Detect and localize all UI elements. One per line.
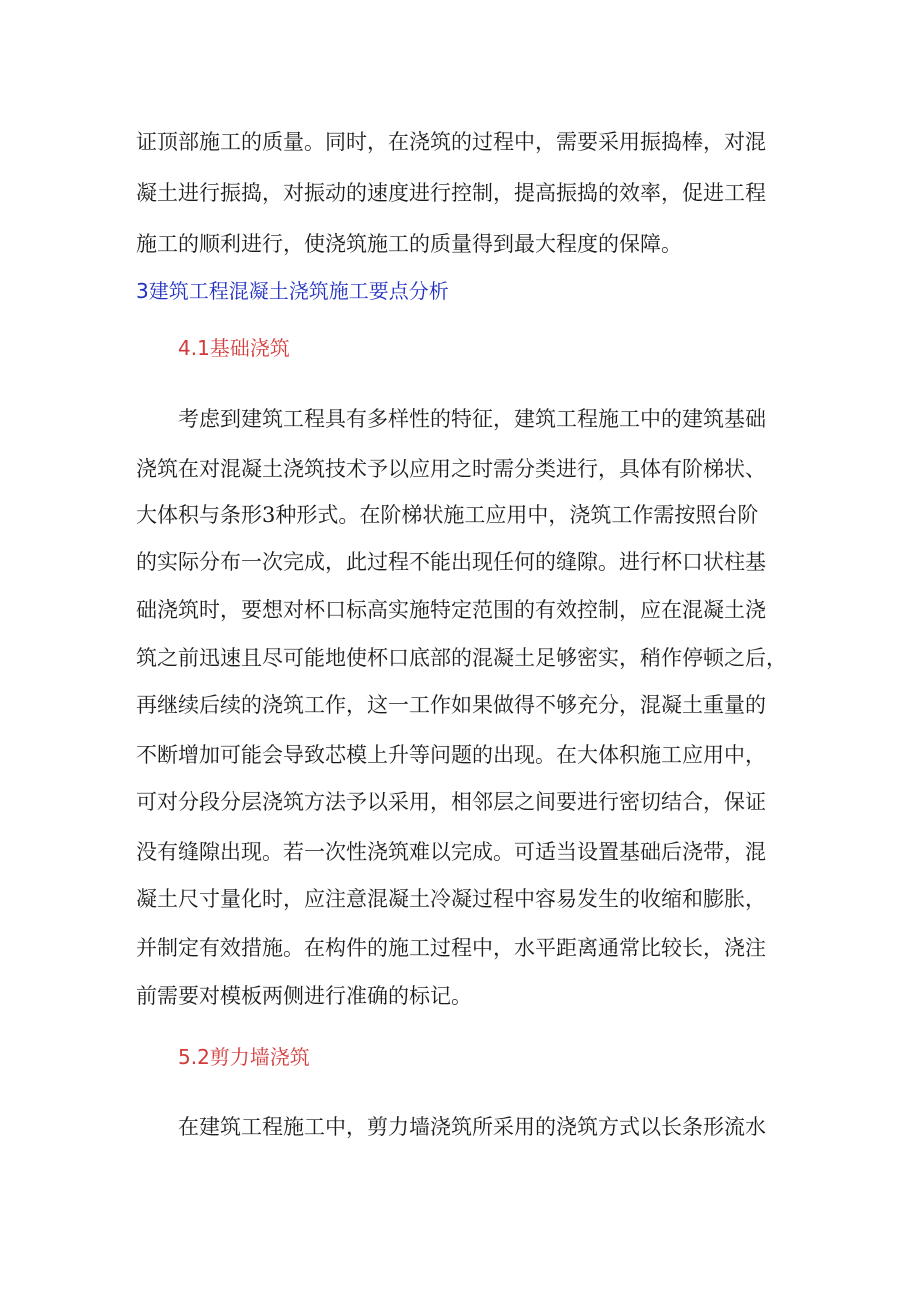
paragraph-line: 浇筑在对混凝土浇筑技术予以应用之时需分类进行，具体有阶梯状、 [136,457,766,481]
subsection-heading-foundation: 4.1基础浇筑 [178,336,290,360]
paragraph-line: 在建筑工程施工中，剪力墙浇筑所采用的浇筑方式以长条形流水 [178,1115,766,1139]
subsection-heading-shear-wall: 5.2剪力墙浇筑 [178,1045,310,1069]
paragraph-line: 前需要对模板两侧进行准确的标记。 [136,984,472,1008]
paragraph-line: 考虑到建筑工程具有多样性的特征，建筑工程施工中的建筑基础 [178,407,766,431]
paragraph-line: 不断增加可能会导致芯模上升等问题的出现。在大体积施工应用中， [136,743,766,767]
paragraph-line: 凝土进行振捣，对振动的速度进行控制，提高振捣的效率，促进工程 [136,181,766,205]
paragraph-line: 再继续后续的浇筑工作，这一工作如果做得不够充分，混凝土重量的 [136,693,766,717]
paragraph-line: 的实际分布一次完成，此过程不能出现任何的缝隙。进行杯口状柱基 [136,550,766,574]
paragraph-line: 大体积与条形3种形式。在阶梯状施工应用中，浇筑工作需按照台阶 [136,503,759,527]
paragraph-line: 施工的顺利进行，使浇筑施工的质量得到最大程度的保障。 [136,232,682,256]
paragraph-line: 证顶部施工的质量。同时，在浇筑的过程中，需要采用振捣棒，对混 [136,130,766,154]
paragraph-line: 础浇筑时，要想对杯口标高实施特定范围的有效控制，应在混凝土浇 [136,598,766,622]
paragraph-line: 筑之前迅速且尽可能地使杯口底部的混凝土足够密实，稍作停顿之后， [136,646,787,670]
section-heading: 3建筑工程混凝土浇筑施工要点分析 [136,279,449,303]
paragraph-line: 可对分段分层浇筑方法予以采用，相邻层之间要进行密切结合，保证 [136,790,766,814]
paragraph-line: 并制定有效措施。在构件的施工过程中，水平距离通常比较长，浇注 [136,936,766,960]
paragraph-line: 没有缝隙出现。若一次性浇筑难以完成。可适当设置基础后浇带，混 [136,840,766,864]
paragraph-line: 凝土尺寸量化时，应注意混凝土冷凝过程中容易发生的收缩和膨胀， [136,887,766,911]
